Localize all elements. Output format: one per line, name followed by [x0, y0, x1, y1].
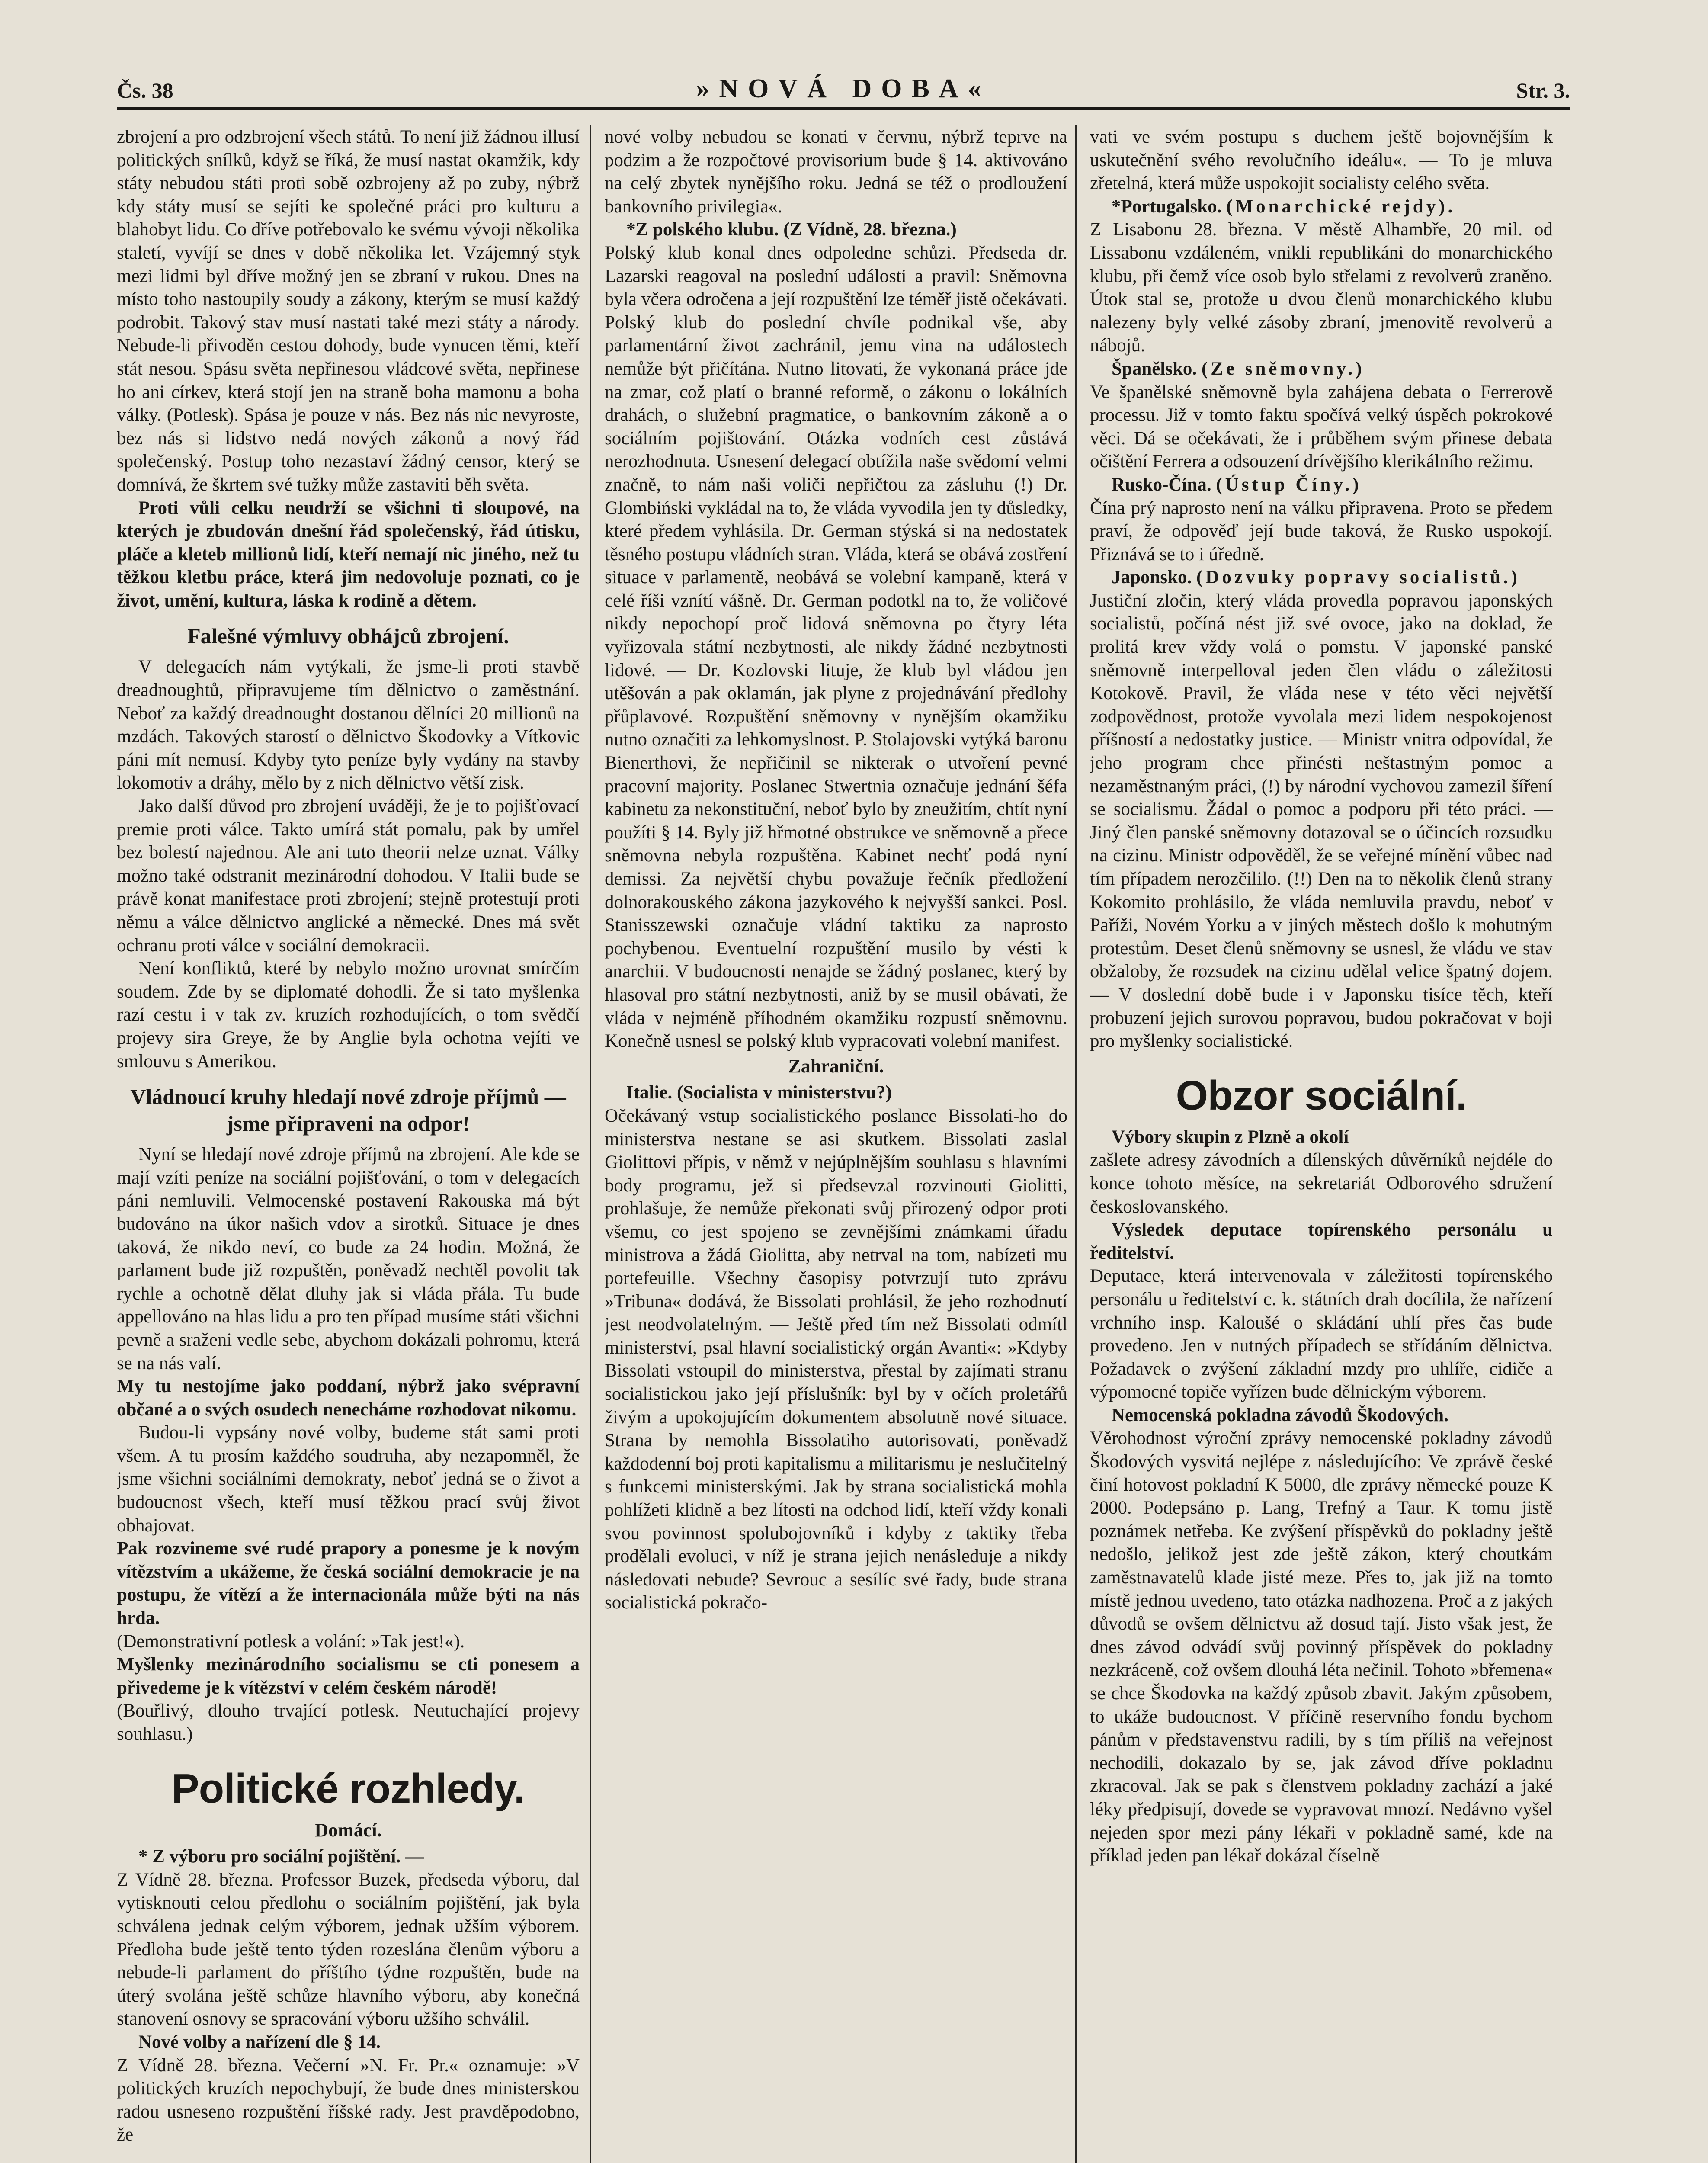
- article-paragraph: Jako další důvod pro zbrojení uváději, že je to pojišťovací premie proti válce. Takto umírá stát pomalu, pak by umřel bez bolestí najednou. Ale ani tuto theorii nelze uznat. Války možno také odstranit mezinárodní dohodou. V Italii bude se právě konat manifestace proti zbrojení; stejně protestují proti němu a válce dělnictvo anglické a německé. Dnes má svět ochranu proti válce v sociální demokracii.: [117, 796, 580, 956]
- article-paragraph: zašlete adresy závodních a dílenských důvěrníků nejdéle do konce tohoto měsíce, na sekretariát Odborového sdružení českoslovanského.: [1090, 1150, 1553, 1217]
- article-paragraph: Z Vídně 28. března. Večerní »N. Fr. Pr.« oznamuje: »V politických kruzích nepochybují, že bude dnes ministerskou radou usneseno rozpuštění říšské rady. Jest pravděpodobno, že: [117, 2055, 580, 2145]
- section-heading: Falešné výmluvy obhájců zbrojení.: [187, 624, 509, 648]
- news-item-title-text: *Z polského klubu.: [626, 219, 779, 240]
- news-item-title-text: *Portugalsko.: [1112, 196, 1222, 217]
- column-divider-2: [1075, 125, 1077, 2163]
- page-header: [117, 74, 1570, 112]
- news-item-title-sub: (Ze sněmovny.): [1201, 358, 1365, 379]
- news-item-title: Výsledek deputace topírenského personálu u ředitelství.: [1090, 1219, 1553, 1263]
- article-paragraph: nové volby nebudou se konati v červnu, nýbrž teprve na podzim a že rozpočtové provisorium bude § 14. aktivováno na celý zbytek nynějšího roku. Jedná se též o prodloužení bankovního privilegia«.: [605, 127, 1067, 217]
- article-paragraph: Justiční zločin, který vláda provedla popravou japonských socialistů, počíná nést již své ovoce, jako na doklad, že prolitá krev vždy volá o pomstu. V japonské panské sněmovně interpelloval jeden člen vládu o záležitosti Kotokově. Pravil, že vláda nese v této věci největší zodpovědnost, protože vyvolala mezi lidem nespokojenost příšností a nedostatky justice. — Ministr vnitra odpovídal, že jeho program chce přinésti neštastným pomoc a nezaměstnaným práci, (!) by národní vychovou zamezil šíření se socialismu. Žádal o pomoc a podporu při této práci. — Jiný člen panské sněmovny dotazoval se o účincích rozsudku na cizinu. Ministr odpověděl, že se veřejné mínění vůbec nad tím případem nerozčililo. (!!) Den na to několik členů strany Kokomito prohlásilo, že vláda nemluvila pravdu, neboť v Paříži, Novém Yorku a v jiných městech došlo k mohutným protestům. Deset členů sněmovny se usnesl, že vládu ve stav obžaloby, že rozsudek na cizinu udělal velice špatný dojem. — V doslední době bude i v Japonsku tisíce těch, kteří probuzení jejich surovou popravou, budou pokračovat v boji pro myšlenky socialistické.: [1090, 590, 1553, 1052]
- news-item-title-text: Španělsko.: [1112, 358, 1197, 379]
- news-item-title-text: Japonsko.: [1112, 567, 1192, 588]
- article-paragraph: V delegacích nám vytýkali, že jsme-li proti stavbě dreadnoughtů, připravujeme tím dělnictvo o zaměstnání. Neboť za každý dreadnought dostanou dělníci 20 millionů na mzdách. Takových starostí o dělnictvo Škodovky a Vítkovic páni mít nemusí. Kdyby tyto peníze byly vydány na stavby lokomotiv a dráhy, mělo by z nich dělnictvo větší zisk.: [117, 657, 580, 793]
- news-item-title: Výbory skupin z Plzně a okolí: [1112, 1126, 1349, 1147]
- news-item-title: [605, 218, 1067, 241]
- news-item-title: Italie. (Socialista v ministerstvu?): [626, 1082, 892, 1103]
- news-item-title-date: (Z Vídně, 28. března.): [783, 219, 957, 240]
- article-paragraph: Není konfliktů, které by nebylo možno urovnat smírčím soudem. Zde by se diplomaté dohodli. Že si tato myšlenka razí cestu i v tak zv. kruzích rozhodujících, o tom svědčí projevy sira Greye, že by Anglie byla ochotna vejíti ve smlouvu s Amerikou.: [117, 958, 580, 1072]
- article-paragraph: vati ve svém postupu s duchem ještě bojovnějším k uskutečnění svého revolučního ideálu«. — To je mluva zřetelná, která může uspokojit socialisty celého světa.: [1090, 127, 1553, 194]
- header-rule: [117, 107, 1570, 110]
- news-item-title: [1090, 357, 1553, 381]
- news-item-title: [1090, 195, 1553, 218]
- page-number: Str. 3.: [1516, 78, 1570, 103]
- article-paragraph: Nyní se hledají nové zdroje příjmů na zbrojení. Ale kde se mají vzíti peníze na sociální pojišťování, o tom v delegacích páni nemluvili. Velmocenské postavení Rakouska má být budováno na úkor našich vdov a sirotků. Situace je dnes taková, že nikdo neví, co bude za 24 hodin. Možná, že parlament bude již rozpuštěn, poněvadž nechtěl povolit tak rychle a ochotně dělat dluhy jak si vláda přála. Tu bude appellováno na hlas lidu a pro ten případ musíme státi všichni pevně a sraženi vedle sebe, abychom dokázali pohromu, která se na nás valí.: [117, 1144, 580, 1374]
- article-paragraph: Budou-li vypsány nové volby, budeme stát sami proti všem. A tu prosím každého soudruha, aby nezapomněl, že jsme všichni sociálními demokraty, neboť jedná se o život a budoucnost všech, kteří musí těžkou prací svůj život obhajovat.: [117, 1422, 580, 1536]
- news-item-title-text: Rusko-Čína.: [1112, 474, 1211, 495]
- column-1: [117, 125, 580, 2163]
- article-paragraph: Čína prý naprosto není na válku připravena. Proto se předem praví, že odpověď její bude taková, že Rusko uspokojí. Přiznává se to i úředně.: [1090, 497, 1553, 565]
- newspaper-title: »NOVÁ DOBA«: [696, 74, 991, 103]
- article-paragraph-bold: My tu nestojíme jako poddaní, nýbrž jako svépravní občané a o svých osudech nenecháme rozhodovat nikomu.: [117, 1376, 580, 1420]
- column-2: [605, 125, 1067, 2163]
- article-paragraph-bold: Pak rozvineme své rudé prapory a ponesme je k novým vítězstvím a ukážeme, že česká sociální demokracie je na postupu, že vítězí a že internacionála může býti na nás hrda.: [117, 1538, 580, 1629]
- article-paragraph: (Demonstrativní potlesk a volání: »Tak jest!«).: [117, 1631, 465, 1652]
- news-item-title: Nemocenská pokladna závodů Škodových.: [1112, 1405, 1448, 1425]
- article-paragraph: zbrojení a pro odzbrojení všech států. To není již žádnou illusí politických snílků, když se říká, že musí nastat okamžik, kdy státy nebudou státi proti sobě ozbrojeny až po zuby, nýbrž kdy státy musí se sejíti ke společné práci pro kulturu a blahobyt lidu. Co dříve potřebovalo ke svému vývoji několika staletí, vyvíjí se dnes v době několika let. Vzájemný styk mezi lidmi byl dříve možný jen se zbraní v rukou. Dnes na místo toho nastoupily soudy a zákony, kterým se musí každý podrobit. Takový stav musí nastati také mezi státy a národy. Nebude-li přivoděn cestou dohody, bude vynucen těmi, kteří stát nesou. Spásu světa nepřinesou vládcové světa, nepřinese ho ani církev, která stojí jen na straně boha mamonu a boha války. (Potlesk). Spása je pouze v nás. Bez nás nic nevyroste, bez nás si lidstvo nedá nových zákonů a nový řád společenský. Postup toho nezastaví žádný censor, který se domnívá, že škrtem své tužky může zastaviti běh světa.: [117, 127, 580, 495]
- article-paragraph: Deputace, která intervenovala v záležitosti topírenského personálu u ředitelství c. k. státních drah docílila, že nařízení vrchního insp. Kaloušé o skládání uhlí přes čas bude provedeno. Jen v nutných případech se střídáním dělnictva. Požadavek o zvýšení základní mzdy pro uhlíře, cidiče a výpomocné topiče vyřízen bude dělnickým výborem.: [1090, 1266, 1553, 1402]
- article-paragraph: (Bouřlivý, dlouho trvající potlesk. Neutuchající projevy souhlasu.): [117, 1701, 580, 1744]
- subsection-heading-domaci: Domácí.: [314, 1819, 382, 1841]
- article-paragraph: Očekávaný vstup socialistického poslance Bissolati-ho do ministerstva nestane se asi skutkem. Bissolati zaslal Giolittovi přípis, v němž v nejúplnějším souhlasu s hlavními body programu, jež si předsevzal rozvinouti Giolitti, prohlašuje, že nemůže překonati svůj přirozený odpor proti všemu, co jest spojeno se zevnějšími známkami úřadu ministrova a žádá Giolitta, aby netrval na tom, nabízeti mu portefeuille. Všechny časopisy potvrzují tuto zprávu »Tribuna« dodává, že Bissolati prohlásil, že jeho rozhodnutí jest neodvolatelným. — Ještě před tím než Bissolati odmítl ministerství, psal hlavní socialistický orgán Avanti«: »Kdyby Bissolati vstoupil do ministerstva, přestal by zajímati stranu socialistickou jako její příslušník: byl by v očích proletářů živým a upokojujícím dokumentem absolutně nové situace. Strana by nemohla Bissolatiho autorisovati, poněvadž každodenní boj proti kapitalismu a militarismu je neslučitelný s funkcemi ministerskými. Jak by strana socialistická mohla pohlížeti klidně a bez lítosti na odchod lidí, kteří vždy konali svou povinnost spolubojovníků i kdyby z taktiky třeba prodělali evoluci, v níž je strana jejich nenásleduje a nikdy následovati nebude? Sevrouc a sesílíc své řady, bude strana socialistická pokračo-: [605, 1105, 1067, 1613]
- issue-number: Čs. 38: [117, 78, 173, 103]
- column-divider-1: [590, 125, 591, 2163]
- news-item-title: * Z výboru pro sociální pojištění. —: [138, 1846, 424, 1867]
- news-item-title-sub: (Monarchické rejdy).: [1226, 196, 1456, 217]
- article-paragraph-bold: Myšlenky mezinárodního socialismu se cti ponesem a přivedeme je k vítězství v celém českém národě!: [117, 1654, 580, 1698]
- column-3: [1090, 125, 1553, 2163]
- news-item-title-sub: (Dozvuky popravy socialistů.): [1196, 567, 1520, 588]
- section-title-obzor-socialni: Obzor sociální.: [1176, 1072, 1467, 1119]
- article-paragraph: Ve španělské sněmovně byla zahájena debata o Ferrerově processu. Již v tomto faktu spočívá velký úspěch pokrokové věci. Dá se očekávati, že i průběhem svým přinese debata očištění Ferrera a odsouzení drívějšího klerikálního režimu.: [1090, 382, 1553, 472]
- section-title-politicke-rozhledy: Politické rozhledy.: [171, 1765, 525, 1812]
- subsection-heading-zahranicni: Zahraniční.: [788, 1055, 884, 1077]
- news-item-title: [1090, 473, 1553, 497]
- article-paragraph: Z Lisabonu 28. března. V městě Alhambře, 20 mil. od Lissabonu vzdáleném, vnikli republikáni do monarchického klubu, při čemž více osob bylo střelami z revolverů zraněno. Útok stal se, protože u dvou členů monarchického klubu nalezeny byly velké zásoby zbraní, jmenovitě revolverů a nábojů.: [1090, 219, 1553, 356]
- article-paragraph-bold: Proti vůli celku neudrží se všichni ti sloupové, na kterých je zbudován dnešní řád společenský, řád útisku, pláče a kleteb millionů lidí, kteří nemají nic jiného, než tu těžkou kletbu práce, která jim nedovoluje poznati, co je život, umění, kultura, láska k rodině a dětem.: [117, 497, 580, 611]
- article-paragraph: Věrohodnost výroční zprávy nemocenské pokladny závodů Škodových vysvitá nejlépe z následujícího: Ve zprávě české činí hotovost pokladní K 5000, dle zprávy německé pouze K 2000. Podepsáno p. Lang, Trefný a Taur. K tomu jistě poznámek netřeba. Ke zvýšení příspěvků do pokladny ještě nedošlo, jelikož jest zde ještě zákon, který choutkám zaměstnavatelů klade jisté meze. Přes to, jak již na tomto místě jednou uvedeno, tato otázka nadhozena. Proč a z jakých důvodů se ovšem dělnictvu až dosud tají. Jisto však jest, že dnes závod odvádí svůj povinný příspěvek do pokladny nezkráceně, což ovšem dlouhá léta nečinil. Tohoto »břemena« se chce Škodovka na každý způsob zbavit. Jakým způsobem, to ukáže budoucnost. V příčině reservního fondu bychom pánům v představenstvu radili, by s tím příliš na veřejnost nechodili, dokazalo by se, jak závod dříve pokladnu zkracoval. Jak se pak s členstvem pokladny zachází a jaké léky předpisují, dovede se vypravovat mnozí. Nedávno vyšel nejeden spor mezi pány lékaři v pokladně samé, kde na příklad jeden pan lékař dokázal číselně: [1090, 1428, 1553, 1866]
- article-paragraph: Z Vídně 28. března. Professor Buzek, předseda výboru, dal vytisknouti celou předlohu o sociálním pojištění, jak byla schválena jednak celým výborem, jednak užším výborem. Předloha bude ještě tento týden rozeslána členům výboru a nebude-li parlament do příštího týdne rozpuštěn, bude na úterý svolána ještě schůze hlavního výboru, aby konečná stanovení osnovy se spracování výboru užšího schválil.: [117, 1869, 580, 2029]
- news-item-title: [1090, 566, 1553, 589]
- news-item-title-sub: (Ústup Číny.): [1216, 474, 1362, 495]
- article-paragraph: Polský klub konal dnes odpoledne schůzi. Předseda dr. Lazarski reagoval na poslední události a pravil: Sněmovna byla včera odročena a její rozpuštění lze téměř jistě očekávati. Polský klub do poslední chvíle podnikal vše, aby parlamentární život zachránil, jemu vina na událostech nemůže být přičítána. Nutno litovati, že vykonaná práce jde na zmar, což platí o branné reformě, o zákonu o lokálních drahách, o služební pragmatice, o bankovním zákoně a o sociálním pojištování. Otázka vodních cest zůstává nerozhodnuta. Usnesení delegací obtížila naše svědomí velmi značně, to nám naši voliči nepřičtou za zásluhu (!) Dr. Glombiński vykládal na to, že vláda vyvodila jen ty důsledky, které předem vyhlásila. Dr. German stýská si na nedostatek těsného postupu vládních stran. Vláda, která se obává zostření situace v parlamentě, neobává se volební kampaně, která v celé říši vznítí vášně. Dr. German podotkl na to, že voličové nikdy nepochopí proč lidová sněmovna po čtyry léta vyřizovala státní nezbytnosti, ale nikdy žádné nezbytnosti lidové. — Dr. Kozlovski lituje, že klub byl vládou jen utěšován a pak oklamán, jak plyne z projednávání předlohy přůplavové. Rozpuštění sněmovny v nynějším okamžiku nutno označiti za lehkomyslnost. P. Stolajovski vytýká baronu Bienerthovi, že nepřičinil se nikterak o utvoření pevné pracovní majority. Poslanec Stwertnia označuje jednání šéfa kabinetu za nekonstituční, neboť bylo by zneužitím, chtít nyní použíti § 14. Byly již hřmotné obstrukce ve sněmovně a přece sněmovna nebyla rozpuštěna. Kabinet nechť podá nyní demissi. Za největší chybu považuje řečník předložení dolnorakouského zákona jazykového k nejvyšší sankci. Posl. Stanisszewski označuje vládní taktiku za naprosto pochybenou. Eventuelní rozpuštění musilo by vésti k anarchii. V budoucnosti nenajde se žádný poslanec, který by hlasoval pro státní nezbytnosti, aniž by se musil obávati, že vláda v nejméně příhodném okamžiku rozpustí sněmovnu. Konečně usnesl se polský klub vypracovati volební manifest.: [605, 242, 1067, 1052]
- section-heading: Vládnoucí kruhy hledají nové zdroje příjmů — jsme připraveni na odpor!: [130, 1085, 566, 1136]
- news-item-title: Nové volby a nařízení dle § 14.: [138, 2031, 381, 2052]
